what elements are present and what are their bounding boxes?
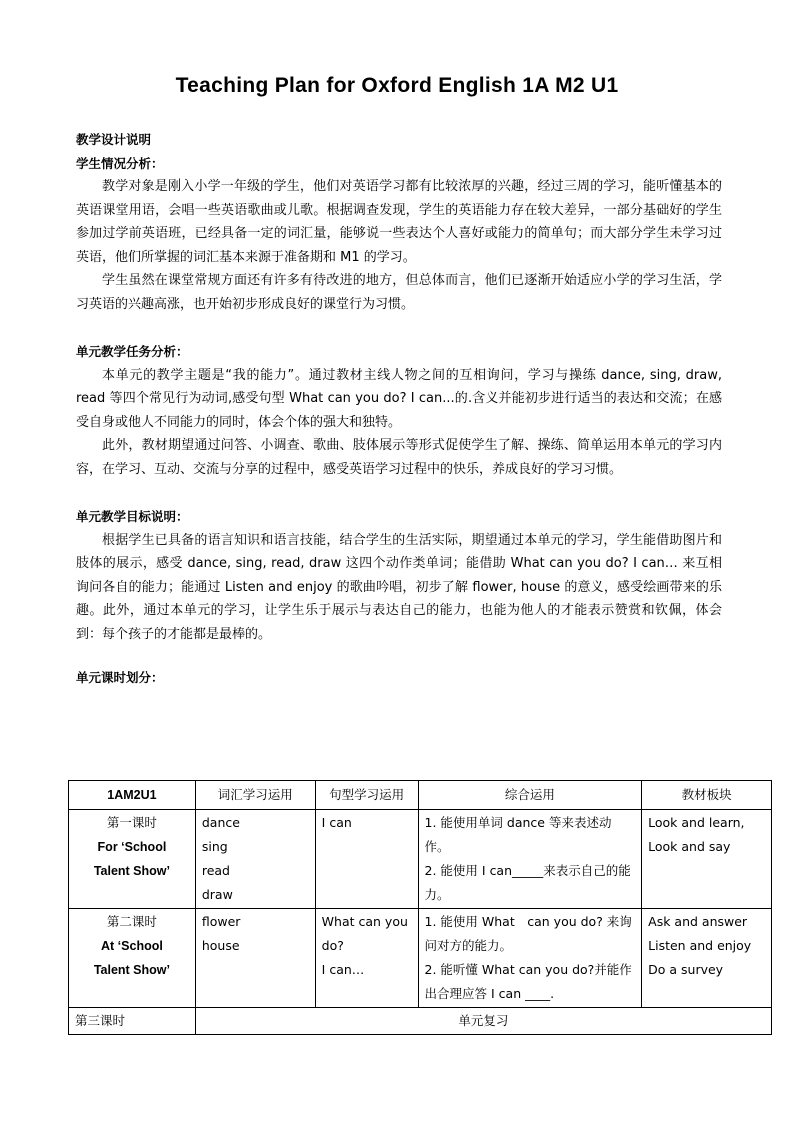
table-header-cell: 1AM2U1 <box>69 781 196 810</box>
vocab-item: house <box>201 938 240 953</box>
usage-cell <box>418 909 642 1008</box>
lesson-schedule-table <box>68 780 772 1035</box>
lesson-topic-line: For ‘School <box>97 840 167 854</box>
lesson-number: 第一课时 <box>106 815 157 830</box>
module-item: Ask and answer <box>648 914 748 929</box>
module-cell <box>642 909 772 1008</box>
task-analysis-paragraph-2: 此外，教材期望通过问答、小调查、歌曲、肢体展示等形式促使学生了解、操练、简单运用本单元的学习内容，在学习、互动、交流与分享的过程中，感受英语学习过程中的快乐，养成良好的学习习惯。 <box>76 438 722 477</box>
module-item: Look and learn, <box>648 815 745 830</box>
vocab-item: sing <box>201 839 228 854</box>
usage-item: 1. 能使用 What can you do? 来询问对方的能力。 <box>424 914 632 953</box>
document-title: Teaching Plan for Oxford English 1A M2 U1 <box>175 74 619 97</box>
review-cell: 单元复习 <box>195 1008 771 1035</box>
task-analysis-heading: 单元教学任务分析： <box>76 344 189 359</box>
pattern-cell <box>315 810 418 909</box>
vocab-item: draw <box>201 887 233 902</box>
lesson-cell: 第三课时 <box>69 1008 196 1035</box>
usage-item: 1. 能使用单词 dance 等来表述动作。 <box>424 815 612 854</box>
lesson-cell <box>69 909 196 1008</box>
pattern-item: What can you do? <box>321 914 408 953</box>
pattern-cell <box>315 909 418 1008</box>
student-analysis-paragraph-2: 学生虽然在课堂常规方面还有许多有待改进的地方，但总体而言，他们已逐渐开始适应小学的学习生活，学习英语的兴趣高涨，也开始初步形成良好的课堂行为习惯。 <box>76 273 722 312</box>
module-item: Listen and enjoy <box>648 938 752 953</box>
vocab-item: flower <box>201 914 241 929</box>
table-header-row <box>69 781 772 810</box>
vocab-item: read <box>201 863 230 878</box>
lesson-topic-line: At ‘School <box>101 939 163 953</box>
table-header-cell: 综合运用 <box>418 781 642 810</box>
goal-paragraph: 根据学生已具备的语言知识和语言技能，结合学生的生活实际，期望通过本单元的学习，学生能借助图片和肢体的展示，感受 dance, sing, read, draw 这四个动作类单词；能借助 What can you do? I can… 来互相询问各自的能力；能通过 Listen and enjoy 的歌曲吟唱，初步了解 flower, house 的意义，感受绘画带来的乐趣。此外，通过本单元的学习，让学生乐于展示与表达自己的能力，也能为他人的才能表示赞赏和钦佩，体会到：每个孩子的才能都是最棒的。 <box>76 532 722 642</box>
student-analysis-paragraph-1: 教学对象是刚入小学一年级的学生，他们对英语学习都有比较浓厚的兴趣，经过三周的学习，能听懂基本的英语课堂用语，会唱一些英语歌曲或儿歌。根据调查发现，学生的英语能力存在较大差异，一部分基础好的学生参加过学前英语班，已经具备一定的词汇量，能够说一些表达个人喜好或能力的简单句；而大部分学生未学习过英语，他们所掌握的词汇基本来源于准备期和 M1 的学习。 <box>76 179 722 265</box>
document-body <box>76 128 722 690</box>
lesson-cell <box>69 810 196 909</box>
student-analysis-heading: 学生情况分析： <box>76 155 164 171</box>
module-item: Do a survey <box>648 962 724 977</box>
table-row <box>69 909 772 1008</box>
lesson-topic-line: Talent Show’ <box>93 963 170 977</box>
table-header-cell: 句型学习运用 <box>315 781 418 810</box>
table-row <box>69 810 772 909</box>
table-row <box>69 1008 772 1035</box>
module-cell <box>642 810 772 909</box>
table-header-cell: 词汇学习运用 <box>195 781 315 810</box>
table-header-cell: 教材板块 <box>642 781 772 810</box>
vocab-item: dance <box>201 815 240 830</box>
vocab-cell <box>195 810 315 909</box>
lesson-number: 第二课时 <box>106 914 157 929</box>
task-analysis-paragraph-1: 本单元的教学主题是“我的能力”。通过教材主线人物之间的互相询问，学习与操练 dance, sing, draw, read 等四个常见行为动词,感受句型 What can you do? I can...的.含义并能初步进行适当的表达和交流；在感受自身或他人不同能力的同时，体会个体的强大和独特。 <box>76 367 722 430</box>
pattern-item: I can <box>321 815 352 830</box>
design-note-heading: 教学设计说明 <box>76 132 152 147</box>
schedule-heading: 单元课时划分： <box>76 670 164 685</box>
usage-item: 2. 能听懂 What can you do?并能作出合理应答 I can ____. <box>424 962 632 1001</box>
usage-cell <box>418 810 642 909</box>
pattern-item: I can… <box>321 962 365 977</box>
goal-heading: 单元教学目标说明： <box>76 509 189 524</box>
vocab-cell <box>195 909 315 1008</box>
lesson-topic-line: Talent Show’ <box>93 864 170 878</box>
usage-item: 2. 能使用 I can_____来表示自己的能力。 <box>424 863 631 902</box>
module-item: Look and say <box>648 839 731 854</box>
